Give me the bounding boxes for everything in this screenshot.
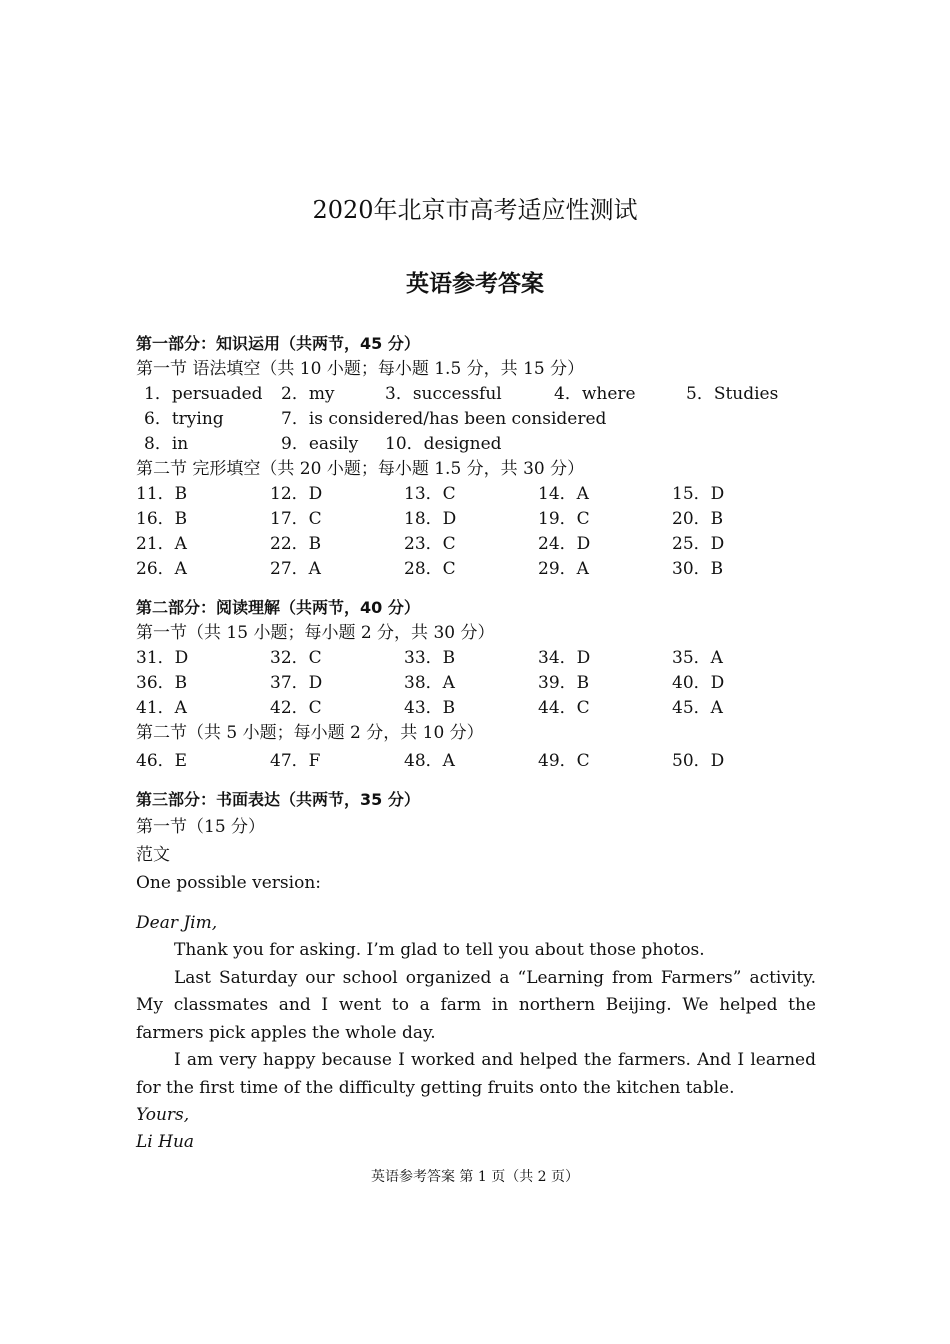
answer-item: 13．C xyxy=(404,484,456,504)
answer-item: 50．D xyxy=(672,751,725,771)
reading-row-1 xyxy=(136,646,816,671)
answer-item: 4．where xyxy=(554,384,636,404)
answer-item: 37．D xyxy=(270,673,323,693)
reading-row-2 xyxy=(136,671,816,696)
letter-paragraph: Last Saturday our school organized a “Learning from Farmers” activity. My classmates and I went to a farm in northern Beijing. We helped the farmers pick apples the whole day. xyxy=(136,967,816,1043)
answer-item: 26．A xyxy=(136,559,187,579)
answer-item: 25．D xyxy=(672,534,725,554)
cloze-row-4 xyxy=(136,557,816,582)
grammar-row-3 xyxy=(136,432,816,457)
grammar-row-2 xyxy=(136,407,816,432)
answer-item: 18．D xyxy=(404,509,457,529)
answer-item: 10．designed xyxy=(385,434,502,454)
answer-item: 29．A xyxy=(538,559,589,579)
answer-item: 45．A xyxy=(672,698,723,718)
part1-heading: 第一部分：知识运用（共两节，45 分） xyxy=(136,334,420,353)
grammar-row-1 xyxy=(136,382,816,407)
cloze-row-3 xyxy=(136,532,816,557)
answer-item: 42．C xyxy=(270,698,322,718)
answer-item: 15．D xyxy=(672,484,725,504)
answer-item: 44．C xyxy=(538,698,590,718)
part1-sec2-heading: 第二节 完形填空（共 20 小题；每小题 1.5 分，共 30 分） xyxy=(136,459,585,479)
answer-item: 3．successful xyxy=(385,384,502,404)
answer-item: 27．A xyxy=(270,559,321,579)
answer-item: 33．B xyxy=(404,648,456,668)
answer-item: 11．B xyxy=(136,484,188,504)
part1-sec1-heading: 第一节 语法填空（共 10 小题；每小题 1.5 分，共 15 分） xyxy=(136,359,585,379)
letter-signature: Li Hua xyxy=(136,1132,195,1152)
answer-item: 5．Studies xyxy=(686,384,779,404)
part2-sec2-heading: 第二节（共 5 小题；每小题 2 分，共 10 分） xyxy=(136,723,484,743)
answer-item: 34．D xyxy=(538,648,591,668)
answer-item: 9．easily xyxy=(281,434,359,454)
answer-item: 30．B xyxy=(672,559,724,579)
answer-item: 41．A xyxy=(136,698,187,718)
part3-heading: 第三部分：书面表达（共两节，35 分） xyxy=(136,790,420,809)
answer-item: 40．D xyxy=(672,673,725,693)
answer-item: 31．D xyxy=(136,648,189,668)
answer-item: 23．C xyxy=(404,534,456,554)
page-subtitle: 英语参考答案 xyxy=(406,271,544,297)
answer-item: 19．C xyxy=(538,509,590,529)
answer-item: 39．B xyxy=(538,673,590,693)
cloze-row-2 xyxy=(136,507,816,532)
answer-item: 24．D xyxy=(538,534,591,554)
answer-content xyxy=(136,330,816,1156)
answer-item: 48．A xyxy=(404,751,455,771)
version-label: One possible version: xyxy=(136,873,321,893)
answer-item: 1．persuaded xyxy=(144,384,263,404)
answer-item: 38．A xyxy=(404,673,455,693)
answer-item: 35．A xyxy=(672,648,723,668)
answer-item: 6．trying xyxy=(144,409,224,429)
answer-item: 28．C xyxy=(404,559,456,579)
answer-item: 21．A xyxy=(136,534,187,554)
answer-item: 22．B xyxy=(270,534,322,554)
letter-salutation: Dear Jim, xyxy=(136,913,218,933)
letter-paragraph: I am very happy because I worked and helped the farmers. And I learned for the first time of the difficulty getting fruits onto the kitchen table. xyxy=(136,1050,816,1098)
answer-item: 36．B xyxy=(136,673,188,693)
seven-choose-five-row xyxy=(136,746,816,774)
answer-item: 46．E xyxy=(136,751,188,771)
answer-item: 2．my xyxy=(281,384,335,404)
letter-closing: Yours, xyxy=(136,1105,190,1125)
answer-item: 8．in xyxy=(144,434,189,454)
answer-item: 12．D xyxy=(270,484,323,504)
model-essay-label: 范文 xyxy=(136,845,170,865)
part3-sec1-heading: 第一节（15 分） xyxy=(136,817,266,837)
answer-item: 47．F xyxy=(270,751,321,771)
answer-item: 49．C xyxy=(538,751,590,771)
answer-item: 43．B xyxy=(404,698,456,718)
answer-item: 7．is considered/has been considered xyxy=(281,409,607,429)
page-footer: 英语参考答案 第 1 页（共 2 页） xyxy=(370,1169,580,1185)
answer-item: 20．B xyxy=(672,509,724,529)
answer-item: 16．B xyxy=(136,509,188,529)
answer-item: 14．A xyxy=(538,484,589,504)
letter-paragraph: Thank you for asking. I’m glad to tell you about those photos. xyxy=(174,940,705,960)
cloze-row-1 xyxy=(136,482,816,507)
part2-heading: 第二部分：阅读理解（共两节，40 分） xyxy=(136,598,420,617)
reading-row-3 xyxy=(136,696,816,721)
part2-sec1-heading: 第一节（共 15 小题；每小题 2 分，共 30 分） xyxy=(136,623,495,643)
answer-item: 17．C xyxy=(270,509,322,529)
page-title: 2020年北京市高考适应性测试 xyxy=(312,196,638,224)
answer-item: 32．C xyxy=(270,648,322,668)
